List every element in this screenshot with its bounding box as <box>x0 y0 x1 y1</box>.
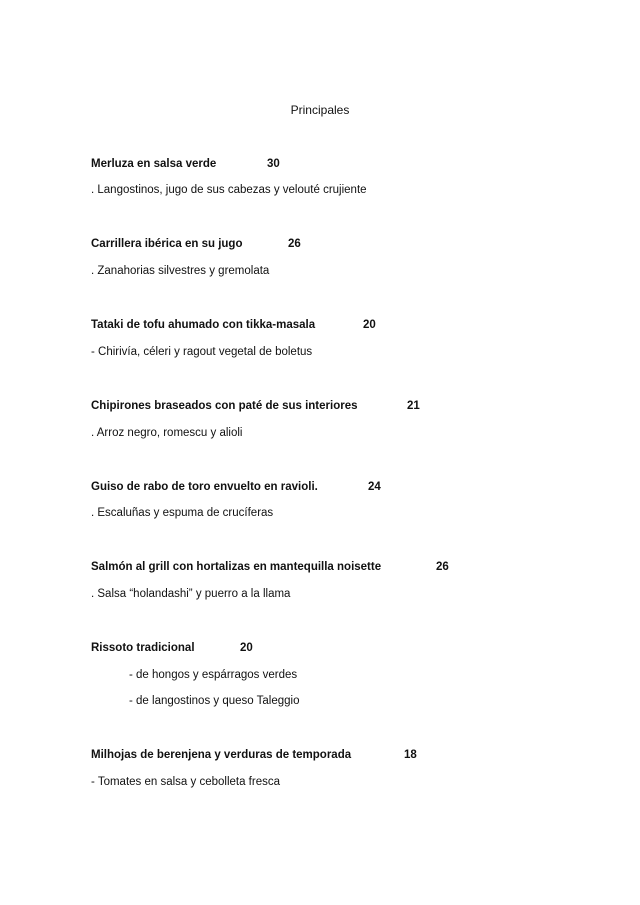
dish-name: Chipirones braseados con paté de sus interiores <box>91 400 358 412</box>
dish-name: Carrillera ibérica en su jugo <box>91 238 243 250</box>
dish-description: - Tomates en salsa y cebolleta fresca <box>91 776 280 788</box>
dish-description: . Salsa “holandashi” y puerro a la llama <box>91 588 291 600</box>
dish-name: Rissoto tradicional <box>91 642 195 654</box>
dish-description: . Escaluñas y espuma de crucíferas <box>91 507 274 519</box>
dish-price: 21 <box>407 400 420 412</box>
dish-description: . Arroz negro, romescu y alioli <box>91 427 243 439</box>
dish-price: 24 <box>368 481 381 493</box>
dish-name: Salmón al grill con hortalizas en mantequilla noisette <box>91 561 382 573</box>
dish-price: 26 <box>436 561 449 573</box>
dish-description: - de langostinos y queso Taleggio <box>129 695 300 707</box>
dish-price: 20 <box>363 319 376 331</box>
dish-name: Merluza en salsa verde <box>91 158 217 170</box>
dish-name: Guiso de rabo de toro envuelto en ravioli. <box>91 481 318 493</box>
dish-name: Milhojas de berenjena y verduras de temporada <box>91 749 352 761</box>
dish-price: 30 <box>267 158 280 170</box>
dish-name: Tataki de tofu ahumado con tikka-masala <box>91 319 316 331</box>
dish-description: . Zanahorias silvestres y gremolata <box>91 265 270 277</box>
dish-price: 18 <box>404 749 417 761</box>
section-title-text: Principales <box>290 103 350 117</box>
dish-description: - Chirivía, céleri y ragout vegetal de boletus <box>91 346 313 358</box>
dish-price: 26 <box>288 238 301 250</box>
section-title <box>0 103 640 117</box>
dish-description: . Langostinos, jugo de sus cabezas y velouté crujiente <box>91 184 367 196</box>
dish-description: - de hongos y espárragos verdes <box>129 669 298 681</box>
dish-price: 20 <box>240 642 253 654</box>
